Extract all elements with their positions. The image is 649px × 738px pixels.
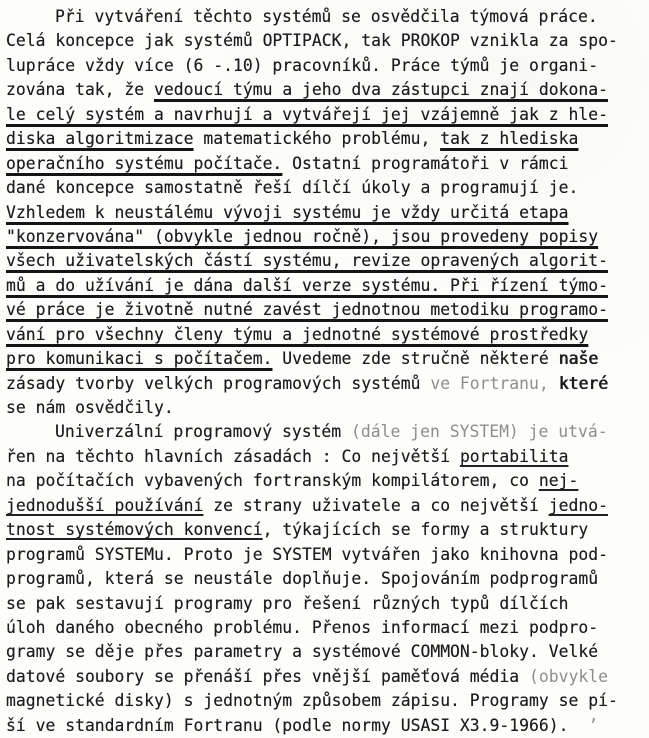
text-segment: datové soubory se přenáší přes vnější paměťová média: [6, 666, 530, 686]
text-segment: řen na těchto hlavních zásadách : Co největší: [6, 446, 460, 466]
text-line: [6, 249, 645, 273]
text-segment: Uvedeme zde stručně některé: [272, 349, 559, 369]
text-segment: ze strany uživatele a co největší: [203, 495, 549, 515]
text-segment: Při vytváření těchto systémů se osvědčila týmová práce.: [55, 7, 598, 26]
faint-text: ve Fortranu,: [430, 373, 559, 393]
text-line: [6, 152, 645, 176]
heavy-underlined-text: tak z hlediska: [440, 129, 579, 149]
heavy-underlined-text: mů a do užívání je dána další verze systému. Při řízení týmo-: [6, 275, 608, 295]
text-line: [6, 616, 645, 640]
underlined-text: jednodušší používání: [6, 495, 204, 515]
heavy-underlined-text: "konzervována" (obvykle jednou ročně), jsou provedeny popisy: [6, 226, 599, 246]
text-line: [6, 29, 645, 53]
text-segment: programů SYSTEMu. Proto je SYSTEM vytvářen jako knihovna pod-: [6, 544, 608, 564]
text-segment: zována tak, že: [6, 80, 155, 100]
text-line: [6, 347, 645, 371]
text-segment: matematického problému,: [193, 129, 441, 149]
text-line: [6, 372, 645, 396]
text-segment: , týkajících se formy a struktury: [262, 520, 589, 540]
heavy-underlined-text: všech uživatelských částí systému, revize opravených algorit-: [6, 251, 608, 271]
text-line: [6, 323, 645, 347]
overinked-text: které: [558, 373, 608, 393]
overinked-text: naše: [558, 349, 599, 369]
text-segment: programů, která se neustále doplňuje. Spojováním podprogramů: [6, 569, 599, 589]
text-line: [6, 567, 645, 591]
text-line: [6, 518, 645, 542]
text-segment: ší ve standardním Fortranu (podle normy USASI X3.9-1966).: [6, 715, 569, 735]
text-segment: Ostatní programátoři v rámci: [282, 153, 569, 173]
text-line: [6, 420, 645, 444]
text-line: [6, 274, 645, 298]
underlined-text: tnost systémových konvencí: [6, 520, 263, 540]
text-segment: na počítačích vybavených fortranským kompilátorem, co: [6, 471, 539, 491]
text-line: [6, 225, 645, 249]
text-line: [6, 396, 645, 420]
faint-text: ʼ: [568, 715, 599, 735]
text-line: [6, 640, 645, 664]
text-line: [6, 5, 645, 29]
text-line: [6, 445, 645, 469]
text-line: [6, 714, 645, 738]
faint-text: (dále jen SYSTEM) je utvá-: [351, 422, 608, 442]
text-body: [6, 5, 645, 738]
text-line: [6, 469, 645, 493]
text-line: [6, 298, 645, 322]
text-line: [6, 54, 645, 78]
text-line: [6, 689, 645, 713]
heavy-underlined-text: Vzhledem k neustálému vývoji systému je vždy určitá etapa: [6, 202, 569, 222]
text-line: [6, 665, 645, 689]
heavy-underlined-text: vé práce je životně nutné zavést jednotnou metodiku programo-: [6, 300, 608, 320]
text-line: [6, 201, 645, 225]
heavy-underlined-text: vedoucí týmu a jeho dva zástupci znají dokona-: [154, 80, 608, 100]
heavy-underlined-text: pro komunikaci s počítačem.: [6, 349, 273, 369]
text-segment: úloh daného obecného problému. Přenos informací mezi podpro-: [6, 617, 599, 637]
text-line: [6, 592, 645, 616]
text-segment: magnetické disky) s jednotným způsobem zápisu. Programy se pí-: [6, 691, 618, 711]
text-segment: lupráce vždy více (6 -.10) pracovníků. Práce týmů je organi-: [6, 55, 599, 75]
text-segment: gramy se děje přes parametry a systémové COMMON-bloky. Velké: [6, 642, 599, 662]
heavy-underlined-text: le celý systém a navrhují a vytvářejí jej vzájemně jak z hle-: [6, 104, 608, 124]
text-line: [6, 543, 645, 567]
text-line: [6, 176, 645, 200]
text-line: [6, 127, 645, 151]
text-segment: Univerzální programový systém: [55, 422, 352, 442]
faint-text: (obvykle: [529, 666, 608, 686]
text-line: [6, 494, 645, 518]
heavy-underlined-text: diska algoritmizace: [6, 129, 194, 149]
underlined-text: nej-: [538, 471, 579, 491]
text-segment: dané koncepce samostatně řeší dílčí úkoly a programují je.: [6, 178, 579, 198]
text-segment: zásady tvorby velkých programových systémů: [6, 373, 431, 393]
text-line: [6, 78, 645, 102]
text-segment: se pak sestavují programy pro řešení různých typů dílčích: [6, 593, 569, 613]
text-segment: Celá koncepce jak systémů OPTIPACK, tak PROKOP vznikla za spo-: [6, 31, 618, 51]
heavy-underlined-text: operačního systému počítače.: [6, 153, 283, 173]
heavy-underlined-text: vání pro všechny členy týmu a jednotné systémové prostředky: [6, 324, 589, 344]
underlined-text: jedno-: [548, 495, 608, 515]
underlined-text: portabilita: [459, 446, 569, 466]
text-line: [6, 103, 645, 127]
text-segment: se nám osvědčily.: [6, 398, 174, 417]
